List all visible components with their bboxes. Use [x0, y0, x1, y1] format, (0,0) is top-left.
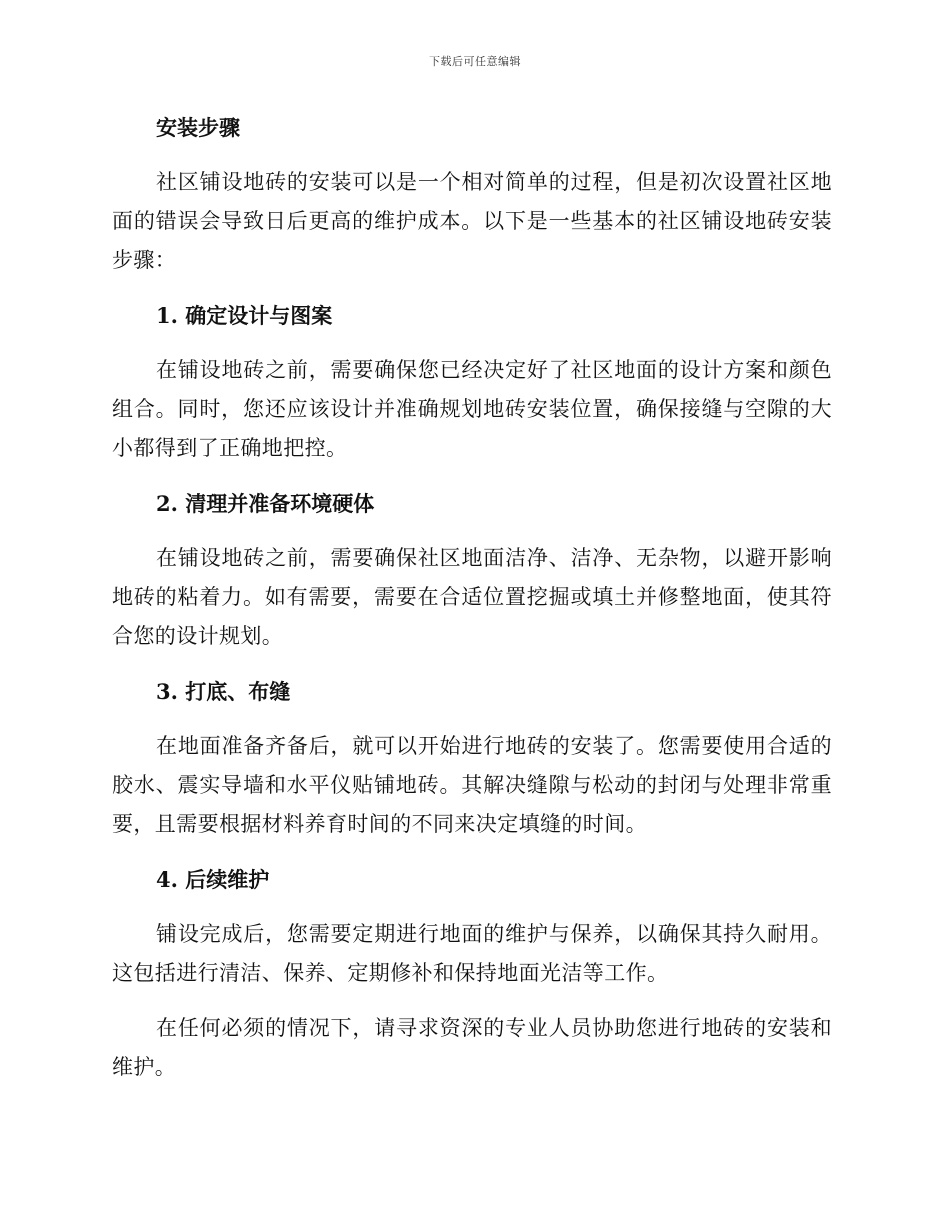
document-body: [112, 108, 832, 1103]
section-body-2: 在铺设地砖之前，需要确保社区地面洁净、洁净、无杂物，以避开影响地砖的粘着力。如有需要，需要在合适位置挖掘或填土并修整地面，使其符合您的设计规划。: [112, 546, 832, 648]
header-note: 下载后可任意编辑: [429, 55, 521, 68]
section-heading-1: 1. 确定设计与图案: [156, 303, 333, 328]
intro-paragraph: 社区铺设地砖的安装可以是一个相对简单的过程，但是初次设置社区地面的错误会导致日后更高的维护成本。以下是一些基本的社区铺设地砖安装步骤：: [112, 170, 832, 272]
closing-paragraph: 在任何必须的情况下，请寻求资深的专业人员协助您进行地砖的安装和维护。: [112, 1016, 832, 1079]
section-body-3: 在地面准备齐备后，就可以开始进行地砖的安装了。您需要使用合适的胶水、震实导墙和水平仪贴铺地砖。其解决缝隙与松动的封闭与处理非常重要，且需要根据材料养育时间的不同来决定填缝的时间。: [112, 734, 832, 836]
section-heading-3: 3. 打底、布缝: [156, 679, 291, 704]
document-title: 安装步骤: [156, 115, 240, 140]
section-heading-4: 4. 后续维护: [156, 867, 270, 892]
section-body-1: 在铺设地砖之前，需要确保您已经决定好了社区地面的设计方案和颜色组合。同时，您还应该设计并准确规划地砖安装位置，确保接缝与空隙的大小都得到了正确地把控。: [112, 358, 832, 460]
section-body-4: 铺设完成后，您需要定期进行地面的维护与保养，以确保其持久耐用。这包括进行清洁、保养、定期修补和保持地面光洁等工作。: [112, 922, 832, 985]
section-heading-2: 2. 清理并准备环境硬体: [156, 491, 375, 516]
